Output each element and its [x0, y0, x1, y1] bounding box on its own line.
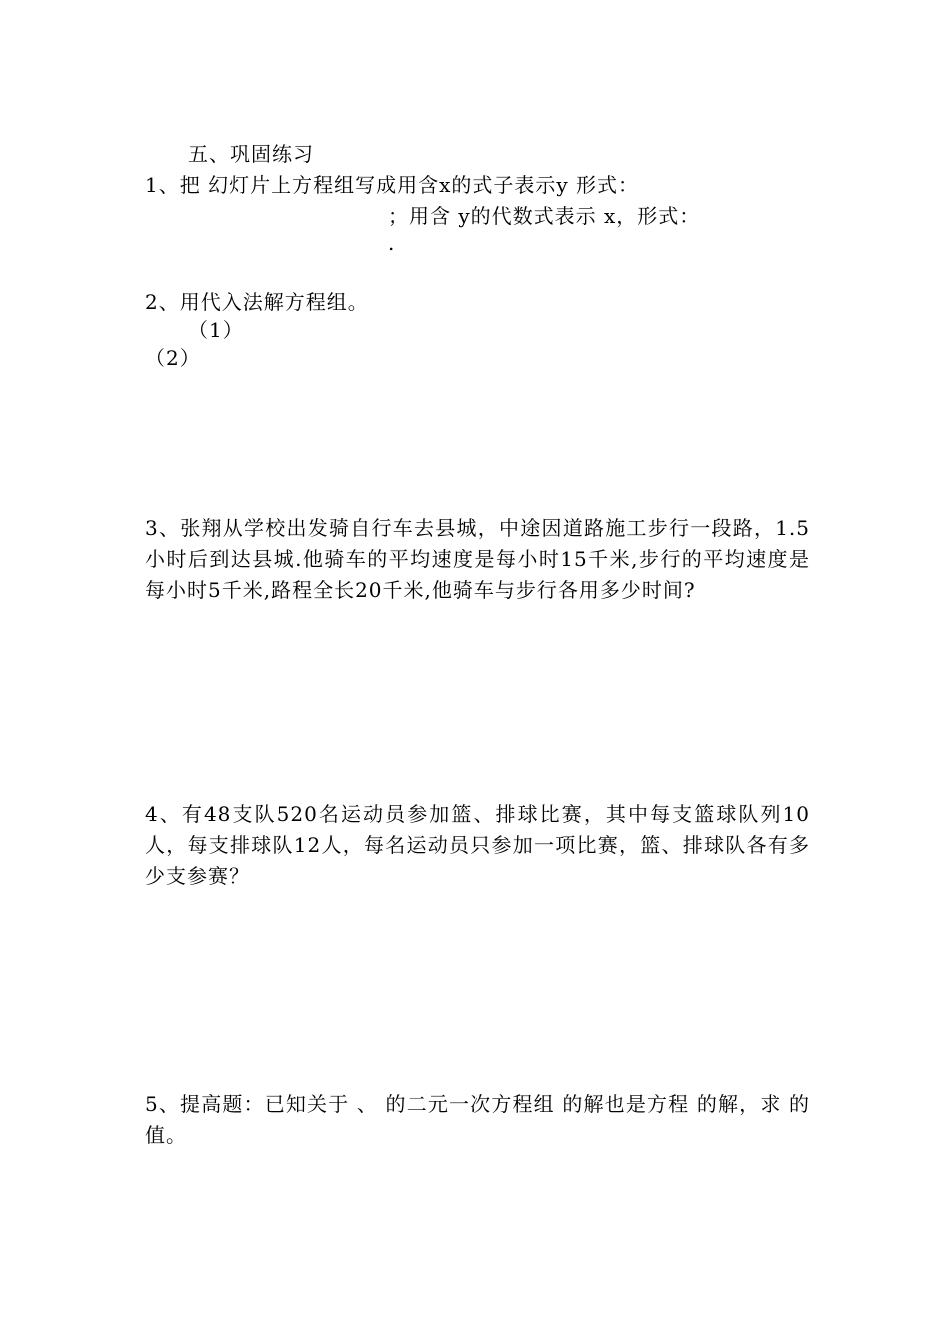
question-1-line-1: 1、把 幻灯片上方程组写成用含x的式子表示y 形式： [145, 173, 640, 197]
question-2-part-1-label: （1） [188, 318, 244, 342]
question-2-part-2-label: （2） [145, 346, 201, 370]
question-5-text: 5、提高题：已知关于 、 的二元一次方程组 的解也是方程 的解，求 的值。 [145, 1092, 810, 1147]
question-3-text: 3、张翔从学校出发骑自行车去县城，中途因道路施工步行一段路，1.5小时后到达县城.他骑车的平均速度是每小时15千米,步行的平均速度是每小时5千米,路程全长20千米,他骑车与步行各用多少时间? [145, 516, 810, 602]
question-1-line-2: ；用含 y的代数式表示 x，形式： [388, 204, 701, 228]
section-title: 五、巩固练习 [188, 142, 314, 166]
question-1-line-3: . [388, 231, 396, 255]
question-4-text: 4、有48支队520名运动员参加篮、排球比赛，其中每支篮球队列10人，每支排球队12人，每名运动员只参加一项比赛，篮、排球队各有多少支参赛？ [145, 802, 810, 888]
question-2-title: 2、用代入法解方程组。 [145, 290, 369, 314]
